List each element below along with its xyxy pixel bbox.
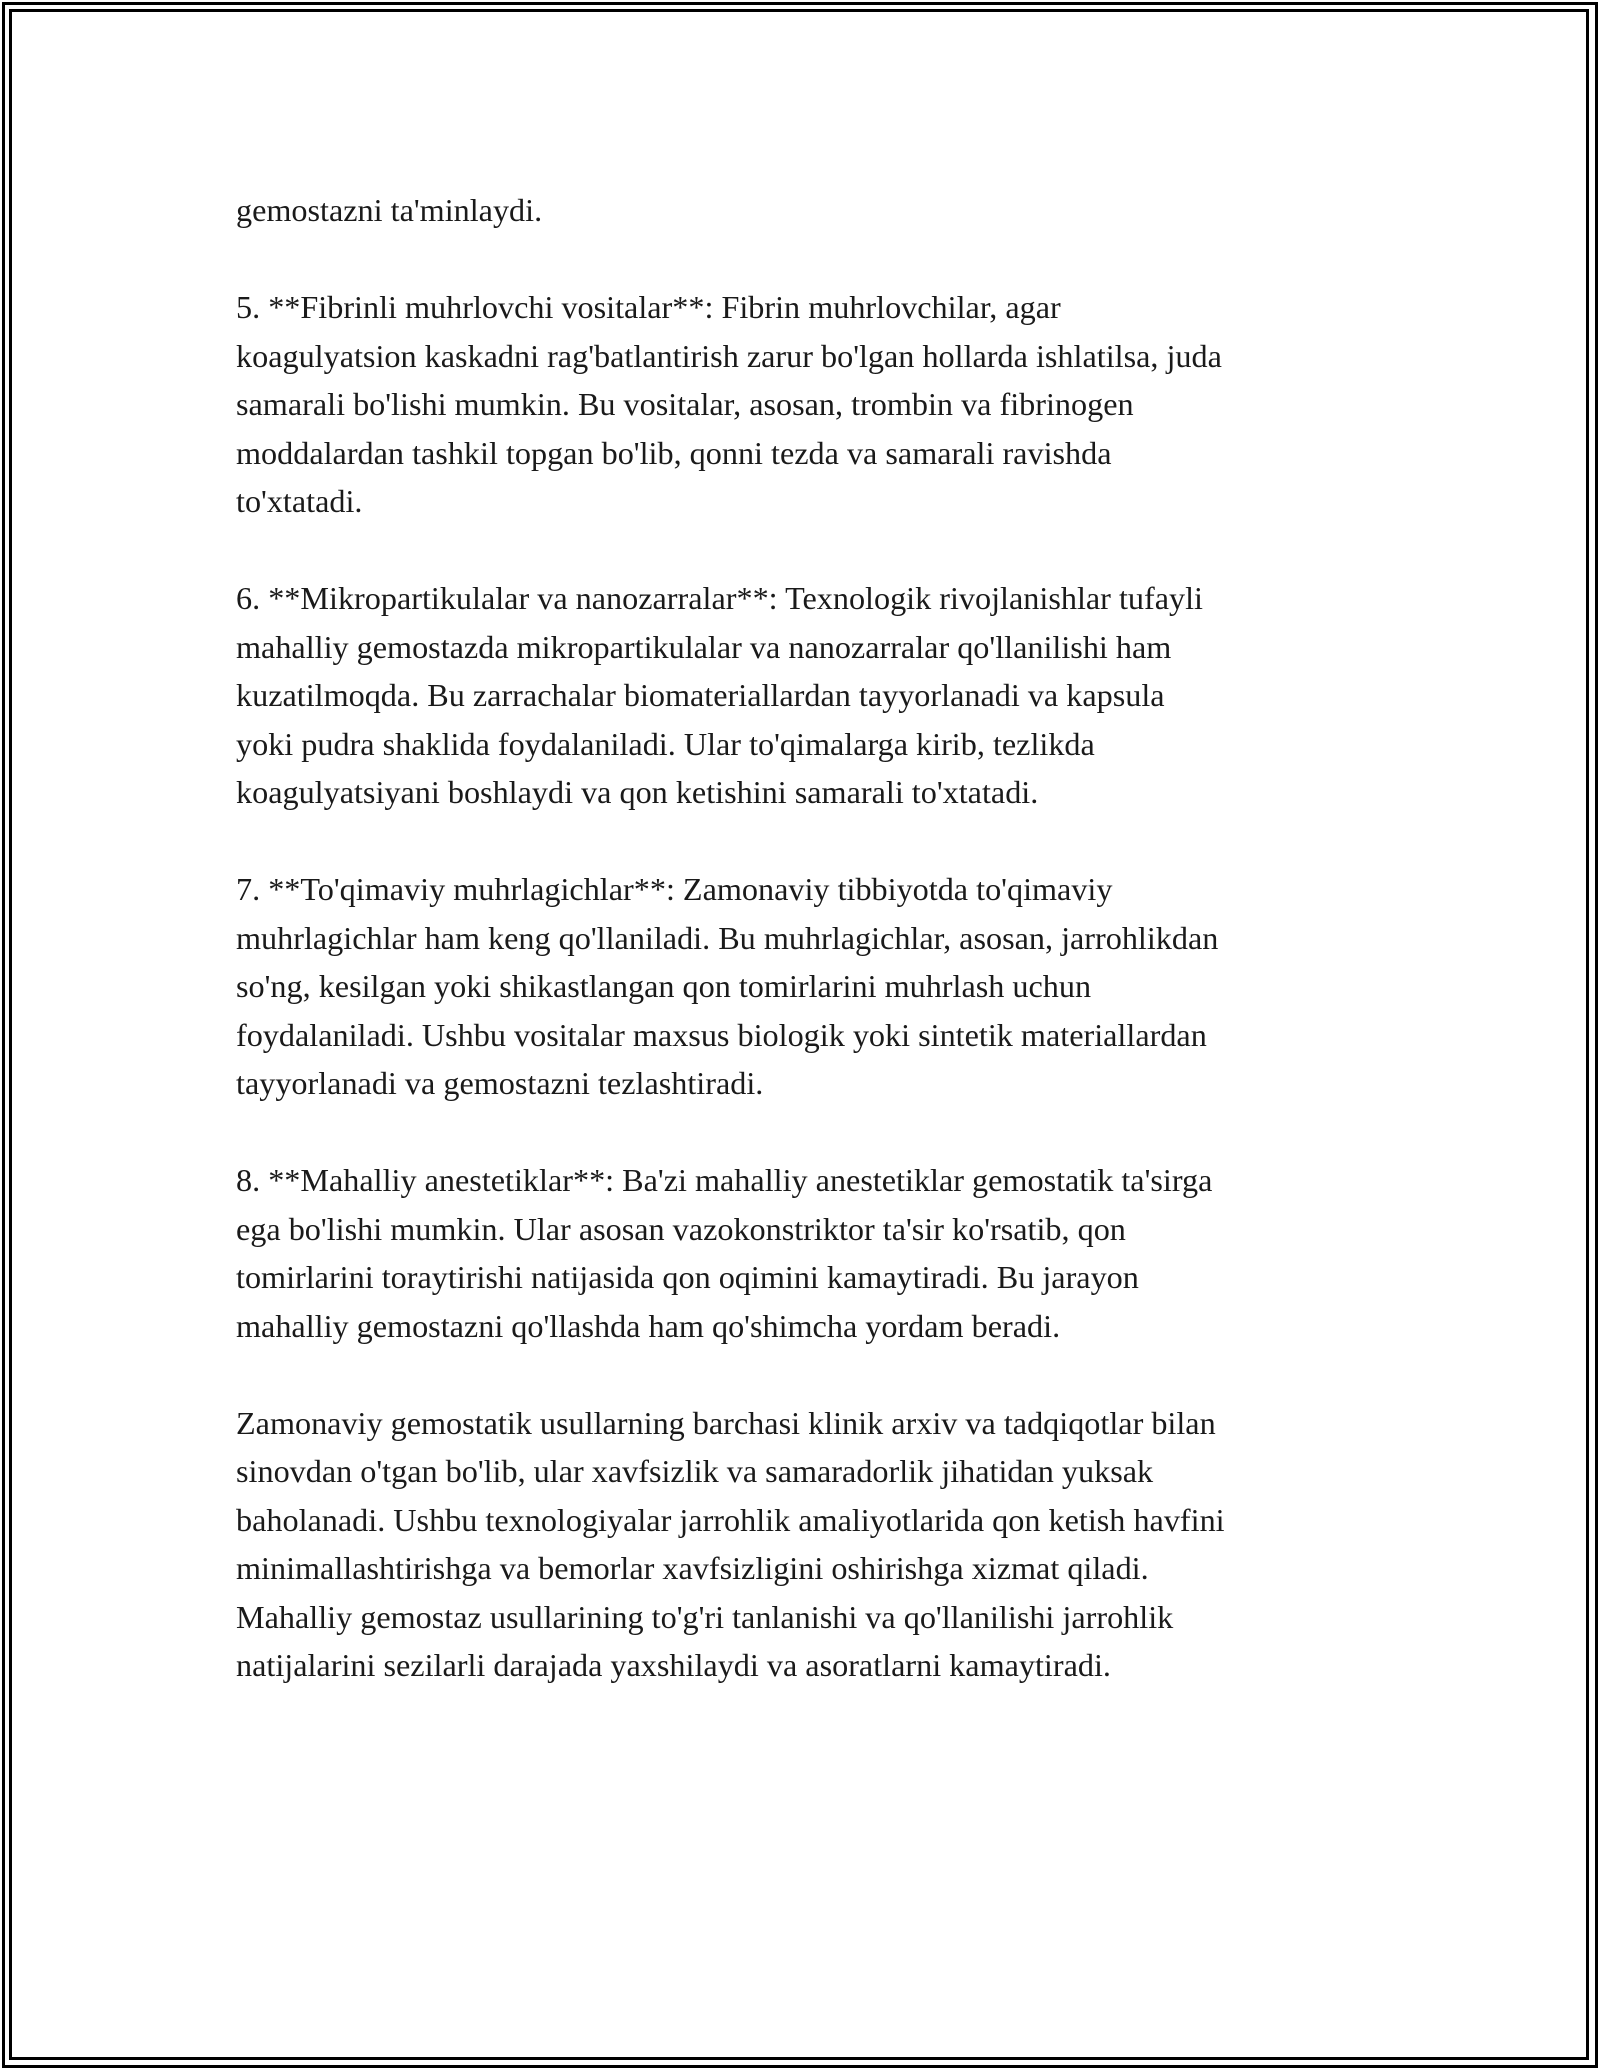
text-line: samarali bo'lishi mumkin. Bu vositalar, asosan, trombin va fibrinogen — [236, 386, 1134, 422]
item-8-local-anesthetics — [236, 1156, 1376, 1350]
text-line: sinovdan o'tgan bo'lib, ular xavfsizlik va samaradorlik jihatidan yuksak — [236, 1453, 1154, 1489]
document-body — [236, 186, 1376, 1690]
text-line: 5. **Fibrinli muhrlovchi vositalar**: Fibrin muhrlovchilar, agar — [236, 289, 1061, 325]
text-line: 8. **Mahalliy anestetiklar**: Ba'zi mahalliy anestetiklar gemostatik ta'sirga — [236, 1162, 1213, 1198]
item-5-fibrin-sealants — [236, 283, 1376, 526]
text-line: Zamonaviy gemostatik usullarning barchasi klinik arxiv va tadqiqotlar bilan — [236, 1404, 1216, 1441]
continuation-paragraph — [236, 186, 1376, 235]
text-line: koagulyatsion kaskadni rag'batlantirish zarur bo'lgan hollarda ishlatilsa, juda — [236, 337, 1222, 374]
text-line: to'xtatadi. — [236, 483, 363, 519]
text-line: kuzatilmoqda. Bu zarrachalar biomateriallardan tayyorlanadi va kapsula — [236, 677, 1165, 713]
text-line: moddalardan tashkil topgan bo'lib, qonni tezda va samarali ravishda — [236, 434, 1112, 471]
item-6-microparticles-nanoparticles — [236, 574, 1376, 817]
text-line: ega bo'lishi mumkin. Ular asosan vazokonstriktor ta'sir ko'rsatib, qon — [236, 1210, 1126, 1247]
text-line: 6. **Mikropartikulalar va nanozarralar**: Texnologik rivojlanishlar tufayli — [236, 580, 1203, 616]
text-line: tayyorlanadi va gemostazni tezlashtiradi. — [236, 1065, 764, 1101]
text-line: yoki pudra shaklida foydalaniladi. Ular to'qimalarga kirib, tezlikda — [236, 725, 1095, 762]
text-line: baholanadi. Ushbu texnologiyalar jarrohlik amaliyotlarida qon ketish havfini — [236, 1501, 1225, 1538]
text-line: tomirlarini toraytirishi natijasida qon oqimini kamaytiradi. Bu jarayon — [236, 1259, 1139, 1295]
text-line: gemostazni ta'minlaydi. — [236, 192, 543, 228]
text-line: minimallashtirishga va bemorlar xavfsizligini oshirishga xizmat qiladi. — [236, 1550, 1149, 1586]
text-line: natijalarini sezilarli darajada yaxshilaydi va asoratlarni kamaytiradi. — [236, 1647, 1111, 1683]
text-line: 7. **To'qimaviy muhrlagichlar**: Zamonaviy tibbiyotda to'qimaviy — [236, 871, 1113, 907]
text-line: muhrlagichlar ham keng qo'llaniladi. Bu muhrlagichlar, asosan, jarrohlikdan — [236, 919, 1219, 956]
text-line: koagulyatsiyani boshlaydi va qon ketishini samarali to'xtatadi. — [236, 774, 1039, 810]
text-line: so'ng, kesilgan yoki shikastlangan qon tomirlarini muhrlash uchun — [236, 968, 1092, 1004]
text-line: mahalliy gemostazda mikropartikulalar va nanozarralar qo'llanilishi ham — [236, 628, 1172, 665]
text-line: Mahalliy gemostaz usullarining to'g'ri tanlanishi va qo'llanilishi jarrohlik — [236, 1598, 1174, 1635]
item-7-tissue-sealants — [236, 865, 1376, 1108]
text-line: foydalaniladi. Ushbu vositalar maxsus biologik yoki sintetik materiallardan — [236, 1016, 1207, 1053]
conclusion-paragraph — [236, 1399, 1376, 1690]
text-line: mahalliy gemostazni qo'llashda ham qo'shimcha yordam beradi. — [236, 1307, 1061, 1344]
